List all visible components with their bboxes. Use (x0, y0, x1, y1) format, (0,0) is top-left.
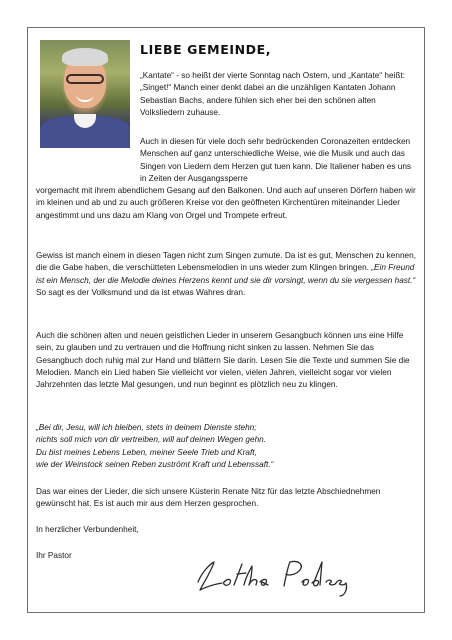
paragraph-friend-start: Gewiss ist manch einem in diesen Tagen nicht zum Singen zumute. Da ist es gut, Menschen zu kennen, die die Gabe haben, die verschütteten Lebensmelodien in uns wieder zum Klingen bringen. (36, 251, 417, 273)
pastor-photo (40, 40, 130, 148)
hymn-quote (36, 422, 418, 471)
letter-page (27, 27, 425, 613)
paragraph-intro: „Kantate“ - so heißt der vierte Sonntag nach Ostern, und „Kantate“ heißt: „Singet!“ Manch einer denkt dabei an die unzähligen Kantaten Johann Sebastian Bachs, andere fühlen sich eher bei den schönen alten Volksliedern zuhause. (140, 71, 406, 117)
hymn-line: „Bei dir, Jesu, will ich bleiben, stets in deinem Dienste stehn; (36, 423, 257, 432)
paragraph-friend (36, 250, 418, 299)
paragraph-corona-b: vorgemacht mit ihrem abendlichem Gesang auf den Balkonen. Und auch auf unseren Dörfern haben wir im kleinen und ab und zu auch größeren Kreise vor den geöffneten Kirchentüren miteinander Lieder angestimmt und uns dazu am Klang von Orgel und Trompete erfreut. (36, 186, 416, 220)
hymn-line: nichts soll mich von dir vertreiben, will auf deinen Wegen gehn. (36, 435, 267, 445)
closing-line: In herzlicher Verbundenheit, (36, 525, 139, 534)
handwritten-signature (188, 552, 358, 598)
paragraph-kuesterin: Das war eines der Lieder, die sich unsere Küsterin Renate Nitz für das letzte Abschiednehmen gewünscht hat. Es ist auch mir aus dem Herzen gesprochen. (36, 487, 381, 509)
paragraph-hymnbook: Auch die schönen alten und neuen geistlichen Lieder in unserem Gesangbuch können uns eine Hilfe sein, zu glauben und zu vertrauen und die Hoffnung nicht sinken zu lassen. Nehmen Sie das Gesangbuch doch ruhig mal zur Hand und blättern Sie darin. Lesen Sie die Texte und summen Sie die Melodien. Manch ein Lied haben Sie vielleicht vor vielen, vielen Jahren, vielleicht sogar vor vielen Jahrzehnten das letzte Mal gesungen, und nun beginnt es plötzlich neu zu klingen. (36, 331, 410, 390)
paragraph-friend-end: So sagt es der Volksmund und da ist etwas Wahres dran. (36, 287, 246, 297)
paragraph-corona-a: Auch in diesen für viele doch sehr bedrückenden Coronazeiten entdecken Menschen auf ganz unterschiedliche Weise, wie die Musik und auch das Singen von Liedern dem Herzen gut tuen kann. Die Italiener haben es uns in Zeiten der Ausgangssperre (140, 137, 412, 183)
letter-title: LIEBE GEMEINDE, (140, 42, 272, 57)
sender-line: Ihr Pastor (36, 551, 72, 560)
hymn-line: Du bist meines Lebens Leben, meiner Seele Trieb und Kraft, (36, 447, 257, 457)
hymn-line: wie der Weinstock seinen Reben zuströmt Kraft und Lebenssaft.“ (36, 459, 274, 469)
friend-quote: „Ein Freund ist ein Mensch, der die Melodie deines Herzens kennt und sie dir vorsingt, wenn du sie vergessen hast.“ (36, 263, 416, 285)
